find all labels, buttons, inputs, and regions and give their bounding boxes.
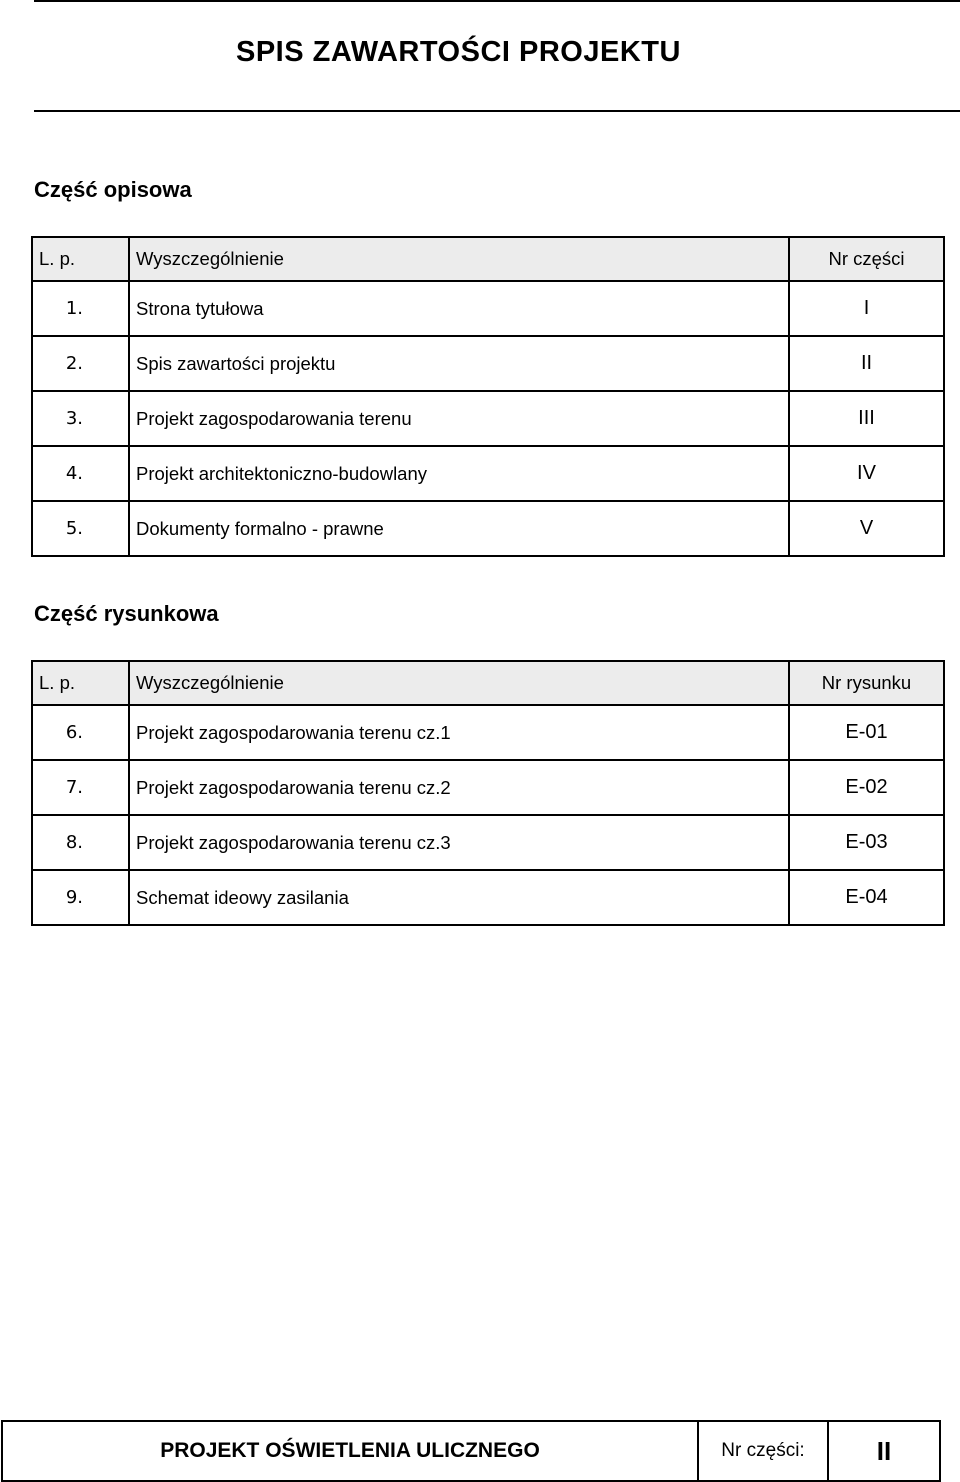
- row-name: Projekt zagospodarowania terenu cz.2: [129, 760, 789, 815]
- column-header-lp: L. p.: [32, 661, 129, 705]
- row-nr: E-04: [789, 870, 944, 925]
- row-name: Dokumenty formalno - prawne: [129, 501, 789, 556]
- top-rule: [34, 0, 960, 2]
- row-nr: I: [789, 281, 944, 336]
- section-heading-opisowa: Część opisowa: [34, 177, 192, 202]
- row-name: Projekt zagospodarowania terenu: [129, 391, 789, 446]
- row-name: Projekt zagospodarowania terenu cz.3: [129, 815, 789, 870]
- table-row: [32, 760, 944, 815]
- table-row: [32, 446, 944, 501]
- table-row: [32, 281, 944, 336]
- footer-part-label: Nr części:: [721, 1440, 805, 1461]
- row-lp: 3.: [32, 391, 129, 446]
- row-nr: E-03: [789, 815, 944, 870]
- row-lp: 7.: [32, 760, 129, 815]
- table-row: [32, 391, 944, 446]
- row-name: Schemat ideowy zasilania: [129, 870, 789, 925]
- row-nr: IV: [789, 446, 944, 501]
- table-row: [32, 501, 944, 556]
- footer-project-name: PROJEKT OŚWIETLENIA ULICZNEGO: [160, 1439, 540, 1462]
- table-opisowa: [31, 236, 945, 557]
- section-heading-rysunkowa: Część rysunkowa: [34, 601, 219, 626]
- row-lp: 1.: [32, 281, 129, 336]
- table-row: [32, 870, 944, 925]
- row-lp: 9.: [32, 870, 129, 925]
- table-rysunkowa: [31, 660, 945, 926]
- row-lp: 4.: [32, 446, 129, 501]
- row-name: Spis zawartości projektu: [129, 336, 789, 391]
- title-rule: [34, 110, 960, 112]
- page-title: SPIS ZAWARTOŚCI PROJEKTU: [236, 36, 681, 68]
- row-name: Projekt zagospodarowania terenu cz.1: [129, 705, 789, 760]
- column-header-lp: L. p.: [32, 237, 129, 281]
- row-lp: 8.: [32, 815, 129, 870]
- column-header-name: Wyszczególnienie: [129, 237, 789, 281]
- footer-box: [1, 1420, 941, 1482]
- row-name: Strona tytułowa: [129, 281, 789, 336]
- column-header-nr: Nr rysunku: [789, 661, 944, 705]
- row-lp: 5.: [32, 501, 129, 556]
- table-row: [32, 336, 944, 391]
- row-nr: III: [789, 391, 944, 446]
- row-lp: 2.: [32, 336, 129, 391]
- table-header-row: [32, 237, 944, 281]
- row-nr: E-01: [789, 705, 944, 760]
- table-header-row: [32, 661, 944, 705]
- column-header-name: Wyszczególnienie: [129, 661, 789, 705]
- row-nr: E-02: [789, 760, 944, 815]
- footer-part-value: II: [876, 1435, 892, 1466]
- row-lp: 6.: [32, 705, 129, 760]
- row-nr: II: [789, 336, 944, 391]
- row-name: Projekt architektoniczno-budowlany: [129, 446, 789, 501]
- table-row: [32, 815, 944, 870]
- table-row: [32, 705, 944, 760]
- column-header-nr: Nr części: [789, 237, 944, 281]
- row-nr: V: [789, 501, 944, 556]
